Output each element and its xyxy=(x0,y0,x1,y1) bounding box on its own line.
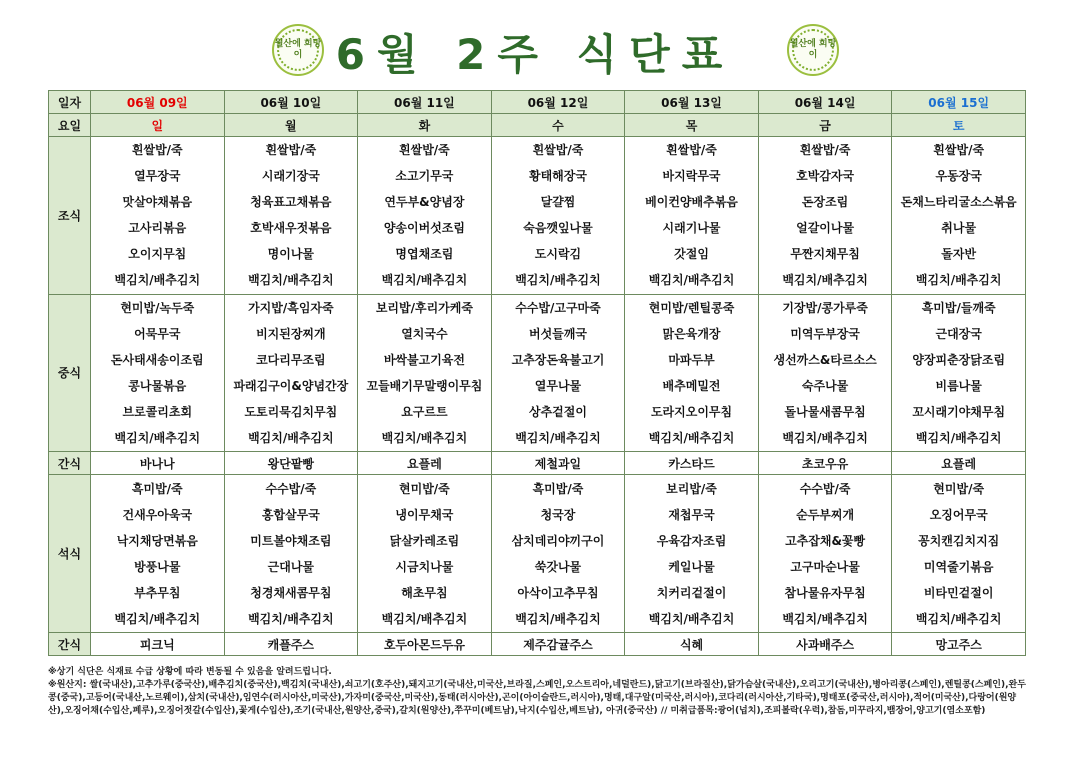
menu-item: 파래김구이&양념간장 xyxy=(233,378,349,393)
menu-item: 얼갈이나물 xyxy=(796,221,855,236)
menu-item: 고추장돈육불고기 xyxy=(511,352,605,367)
menu-item: 흰쌀밥/죽 xyxy=(799,143,851,158)
menu-item: 치커리겉절이 xyxy=(656,585,727,600)
menu-item: 꽁치캔김치지짐 xyxy=(918,533,1000,548)
menu-item: 열무장국 xyxy=(134,169,181,184)
day-cell: 목 xyxy=(625,114,759,137)
menu-item: 백김치/배추김치 xyxy=(515,273,601,288)
menu-item: 도라지오이무침 xyxy=(650,404,733,419)
lunch-cell xyxy=(91,294,225,452)
date-label: 일자 xyxy=(49,91,91,114)
menu-item: 근대장국 xyxy=(935,326,982,341)
logo-text: 월산에 희망이 xyxy=(789,39,837,60)
menu-item: 돈채느타리굴소스볶음 xyxy=(900,195,1017,210)
menu-item: 돌자반 xyxy=(941,247,977,262)
menu-item: 숙주나물 xyxy=(801,378,849,393)
menu-item: 해초무침 xyxy=(401,585,448,600)
menu-item: 수수밥/죽 xyxy=(265,481,317,496)
snack-cell: 식혜 xyxy=(625,633,759,656)
menu-item: 명엽채조림 xyxy=(395,247,454,262)
day-cell: 금 xyxy=(758,114,892,137)
dinner-cell xyxy=(224,475,358,633)
menu-item: 흑미밥/죽 xyxy=(532,481,584,496)
meal-label-lunch: 중식 xyxy=(49,294,91,452)
menu-item: 맛살야채볶음 xyxy=(122,195,193,210)
date-cell: 06월 12일 xyxy=(491,91,625,114)
menu-item: 시래기나물 xyxy=(662,221,721,236)
breakfast-cell xyxy=(224,137,358,295)
snack-cell: 캐플주스 xyxy=(224,633,358,656)
menu-item: 브로콜리초회 xyxy=(122,404,193,419)
breakfast-cell xyxy=(625,137,759,295)
menu-item: 비름나물 xyxy=(935,378,982,393)
menu-item: 고추잡채&꽃빵 xyxy=(785,533,866,548)
day-cell: 월 xyxy=(224,114,358,137)
menu-item: 어묵무국 xyxy=(134,326,181,341)
snack-row xyxy=(49,452,1026,475)
menu-item: 도시락김 xyxy=(534,247,582,262)
menu-item: 부추무침 xyxy=(134,585,181,600)
snack-cell: 제철과일 xyxy=(491,452,625,475)
menu-item: 열무나물 xyxy=(534,378,582,393)
snack-cell: 망고주스 xyxy=(892,633,1026,656)
dinner-cell xyxy=(892,475,1026,633)
menu-item: 황태해장국 xyxy=(528,169,587,184)
menu-item: 우육감자조림 xyxy=(656,533,727,548)
menu-item: 흰쌀밥/죽 xyxy=(933,143,985,158)
menu-item: 케일나물 xyxy=(668,559,715,574)
menu-item: 오징어무국 xyxy=(929,507,988,522)
meal-label-dinner: 석식 xyxy=(49,475,91,633)
menu-item: 꼬들배기무말랭이무침 xyxy=(366,378,483,393)
meal-label-breakfast: 조식 xyxy=(49,137,91,295)
snack-cell: 카스타드 xyxy=(625,452,759,475)
menu-item: 요구르트 xyxy=(401,404,448,419)
snack-row xyxy=(49,633,1026,656)
menu-item: 백김치/배추김치 xyxy=(782,611,868,626)
menu-item: 바지락무국 xyxy=(662,169,721,184)
footnote-origin: ※원산지: 쌀(국내산),고추가루(중국산),배추김치(중국산),백김치(국내산),쇠고기(호주산),돼지고기(국내산,미국산,브라질,스페인,오스트리아,네덜란드),닭고기(브라질산),닭가슴살(국내산),오리고기(국내산),병아리콩(스페인),렌틸콩(스페인),완두콩(중국),고등어(국내산,노르웨이),삼치(국내산),임연수(러시아산,미국산),가자미(중국산,미국산),동태(러시아산),곤이(아이슬란드,러시아),명태,대구알(미국산,러시아),코다리(러시아산,기타국),명태포(중국산,러시아),적어(미국산),다랑어(원양산),오징어채(수입산,페루),오징어젓갈(수입산),꽃게(수입산),조기(국내산,원양산,중국),갈치(원양산),쭈꾸미(베트남),낙지(수입산,베트남), 아귀(중국산) // 미취급품목:광어(넙치),조피볼락(우럭),참돔,미꾸라지,뱀장어,양고기(염소포함) xyxy=(48,680,1026,716)
snack-cell: 초코우유 xyxy=(758,452,892,475)
menu-item: 버섯들깨국 xyxy=(528,326,587,341)
menu-item: 마파두부 xyxy=(668,352,715,367)
menu-item: 보리밥/후리가케죽 xyxy=(375,300,473,315)
menu-item: 오이지무침 xyxy=(128,247,187,262)
snack-cell: 피크닉 xyxy=(91,633,225,656)
breakfast-cell xyxy=(491,137,625,295)
menu-item: 흰쌀밥/죽 xyxy=(666,143,717,158)
menu-item: 백김치/배추김치 xyxy=(515,430,601,445)
menu-item: 소고기무국 xyxy=(395,169,454,184)
menu-item: 돌나물새콤무침 xyxy=(784,404,866,419)
lunch-cell xyxy=(358,294,492,452)
menu-item: 돈장조림 xyxy=(801,195,849,210)
snack-cell: 왕단팥빵 xyxy=(224,452,358,475)
menu-item: 고구마순나물 xyxy=(790,559,860,574)
logo-left xyxy=(272,24,324,76)
menu-item: 백김치/배추김치 xyxy=(915,430,1002,445)
breakfast-cell xyxy=(358,137,492,295)
date-cell: 06월 09일 xyxy=(91,91,225,114)
date-cell: 06월 13일 xyxy=(625,91,759,114)
lunch-cell xyxy=(625,294,759,452)
menu-item: 백김치/배추김치 xyxy=(915,273,1002,288)
snack-cell: 제주감귤주스 xyxy=(491,633,625,656)
menu-item: 보리밥/죽 xyxy=(666,481,717,496)
menu-item: 청육표고채볶음 xyxy=(250,195,332,210)
menu-item: 호박새우젓볶음 xyxy=(250,221,332,236)
menu-item: 바싹불고기육전 xyxy=(383,352,465,367)
lunch-cell xyxy=(892,294,1026,452)
menu-item: 방풍나물 xyxy=(134,559,181,574)
lunch-cell xyxy=(224,294,358,452)
menu-item: 양송이버섯조림 xyxy=(383,221,465,236)
menu-item: 숙음깻잎나물 xyxy=(523,221,593,236)
menu-item: 콩나물볶음 xyxy=(128,378,187,393)
menu-item: 생선까스&타르소스 xyxy=(773,352,877,367)
menu-item: 백김치/배추김치 xyxy=(248,611,334,626)
menu-item: 백김치/배추김치 xyxy=(648,273,735,288)
menu-item: 백김치/배추김치 xyxy=(515,611,601,626)
day-cell: 화 xyxy=(358,114,492,137)
footnotes xyxy=(48,666,1028,718)
menu-item: 고사리볶음 xyxy=(128,221,187,236)
menu-item: 기장밥/콩가루죽 xyxy=(782,300,868,315)
dinner-row xyxy=(49,475,1026,633)
menu-item: 무짠지채무침 xyxy=(790,247,860,262)
menu-item: 백김치/배추김치 xyxy=(114,611,201,626)
lunch-cell xyxy=(491,294,625,452)
dinner-cell xyxy=(491,475,625,633)
footnote-change: ※상기 식단은 식재료 수급 상황에 따라 변동될 수 있음을 알려드립니다. xyxy=(48,667,332,677)
menu-item: 상추겉절이 xyxy=(528,404,587,419)
menu-item: 배추메밀전 xyxy=(662,378,721,393)
menu-item: 냉이무채국 xyxy=(395,507,454,522)
menu-item: 청국장 xyxy=(540,507,576,522)
page-title: 6월 2주 식단표 xyxy=(335,30,735,79)
day-row xyxy=(49,114,1026,137)
meal-label-snack: 간식 xyxy=(49,452,91,475)
breakfast-cell xyxy=(758,137,892,295)
menu-item: 비타민겉절이 xyxy=(923,585,994,600)
snack-cell: 요플레 xyxy=(358,452,492,475)
menu-item: 코다리무조림 xyxy=(256,352,326,367)
menu-item: 양장피춘장닭조림 xyxy=(912,352,1006,367)
menu-item: 낙지채당면볶음 xyxy=(116,533,198,548)
snack-cell: 요플레 xyxy=(892,452,1026,475)
menu-item: 백김치/배추김치 xyxy=(114,273,201,288)
day-label: 요일 xyxy=(49,114,91,137)
menu-item: 갓절임 xyxy=(674,247,709,262)
menu-item: 수수밥/고구마죽 xyxy=(515,300,601,315)
meal-label-snack: 간식 xyxy=(49,633,91,656)
menu-item: 백김치/배추김치 xyxy=(381,430,468,445)
menu-item: 백김치/배추김치 xyxy=(915,611,1002,626)
lunch-row xyxy=(49,294,1026,452)
menu-item: 흰쌀밥/죽 xyxy=(265,143,317,158)
menu-item: 쑥갓나물 xyxy=(534,559,582,574)
menu-item: 현미밥/녹두죽 xyxy=(120,300,195,315)
date-cell: 06월 15일 xyxy=(892,91,1026,114)
menu-item: 흰쌀밥/죽 xyxy=(131,143,183,158)
menu-item: 연두부&양념장 xyxy=(384,195,465,210)
menu-item: 꼬시래기야채무침 xyxy=(912,404,1006,419)
menu-item: 재첩무국 xyxy=(668,507,715,522)
dinner-cell xyxy=(625,475,759,633)
breakfast-cell xyxy=(892,137,1026,295)
menu-item: 건새우아욱국 xyxy=(122,507,193,522)
menu-item: 도토리묵김치무침 xyxy=(244,404,338,419)
menu-item: 참나물유자무침 xyxy=(784,585,866,600)
snack-cell: 바나나 xyxy=(91,452,225,475)
menu-item: 흰쌀밥/죽 xyxy=(532,143,584,158)
logo-right xyxy=(787,24,839,76)
date-cell: 06월 10일 xyxy=(224,91,358,114)
menu-item: 맑은육개장 xyxy=(662,326,721,341)
date-cell: 06월 11일 xyxy=(358,91,492,114)
logo-text: 월산에 희망이 xyxy=(274,39,322,60)
dinner-cell xyxy=(358,475,492,633)
menu-item: 백김치/배추김치 xyxy=(782,273,868,288)
menu-item: 시래기장국 xyxy=(261,169,320,184)
snack-cell: 호두아몬드두유 xyxy=(358,633,492,656)
date-row xyxy=(49,91,1026,114)
menu-item: 현미밥/죽 xyxy=(933,481,985,496)
menu-item: 우동장국 xyxy=(935,169,982,184)
menu-item: 청경채새콤무침 xyxy=(250,585,332,600)
menu-item: 홍합살무국 xyxy=(261,507,320,522)
menu-item: 백김치/배추김치 xyxy=(381,611,468,626)
lunch-cell xyxy=(758,294,892,452)
menu-item: 닭살카레조림 xyxy=(389,533,460,548)
menu-item: 수수밥/죽 xyxy=(799,481,851,496)
menu-item: 시금치나물 xyxy=(395,559,454,574)
menu-item: 흑미밥/죽 xyxy=(131,481,183,496)
menu-item: 아삭이고추무침 xyxy=(517,585,599,600)
menu-item: 현미밥/죽 xyxy=(399,481,450,496)
menu-item: 백김치/배추김치 xyxy=(648,611,735,626)
menu-item: 달걀찜 xyxy=(540,195,576,210)
menu-item: 백김치/배추김치 xyxy=(248,430,334,445)
snack-cell: 사과배주스 xyxy=(758,633,892,656)
menu-item: 미트볼야채조림 xyxy=(250,533,332,548)
menu-item: 미역줄기볶음 xyxy=(923,559,994,574)
breakfast-row xyxy=(49,137,1026,295)
day-cell: 수 xyxy=(491,114,625,137)
menu-item: 현미밥/렌틸콩죽 xyxy=(648,300,735,315)
menu-item: 삼치데리야끼구이 xyxy=(511,533,605,548)
meal-plan-table xyxy=(48,90,1026,656)
menu-item: 백김치/배추김치 xyxy=(248,273,334,288)
menu-item: 명이나물 xyxy=(267,247,315,262)
dinner-cell xyxy=(91,475,225,633)
menu-item: 백김치/배추김치 xyxy=(782,430,868,445)
menu-item: 백김치/배추김치 xyxy=(648,430,735,445)
menu-item: 호박감자국 xyxy=(796,169,855,184)
menu-item: 돈사태새송이조림 xyxy=(110,352,204,367)
menu-item: 열치국수 xyxy=(401,326,448,341)
menu-item: 베이컨양배추볶음 xyxy=(645,195,738,210)
day-cell: 토 xyxy=(892,114,1026,137)
menu-item: 흑미밥/들깨죽 xyxy=(921,300,996,315)
menu-item: 비지된장찌개 xyxy=(256,326,326,341)
menu-item: 취나물 xyxy=(941,221,977,236)
menu-item: 근대나물 xyxy=(267,559,315,574)
menu-item: 순두부찌개 xyxy=(796,507,855,522)
breakfast-cell xyxy=(91,137,225,295)
menu-item: 흰쌀밥/죽 xyxy=(399,143,450,158)
dinner-cell xyxy=(758,475,892,633)
menu-item: 가지밥/흑임자죽 xyxy=(248,300,334,315)
date-cell: 06월 14일 xyxy=(758,91,892,114)
menu-item: 미역두부장국 xyxy=(790,326,860,341)
day-cell: 일 xyxy=(91,114,225,137)
menu-item: 백김치/배추김치 xyxy=(114,430,201,445)
menu-item: 백김치/배추김치 xyxy=(381,273,468,288)
